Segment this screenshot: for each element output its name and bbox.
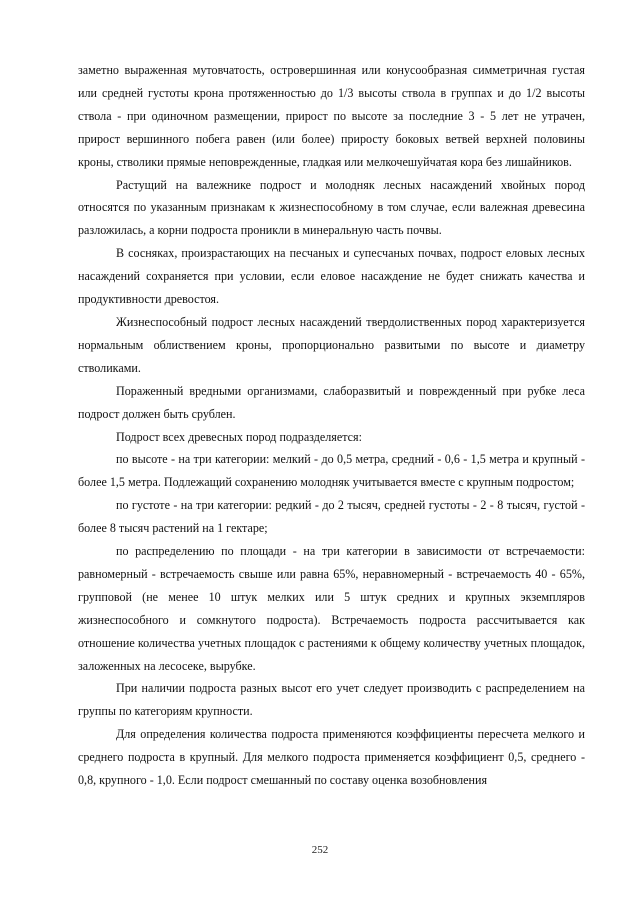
paragraph: Жизнеспособный подрост лесных насаждений твердолиственных пород характеризуется нормальным облиствением кроны, пропорционально развитыми по высоте и диаметру стволиками. [78, 314, 585, 375]
paragraph: Для определения количества подроста применяются коэффициенты пересчета мелкого и среднего подроста в крупный. Для мелкого подроста применяется коэффициент 0,5, среднего - 0,8, крупного - 1,0. Если подрост смешанный по составу оценка возобновления [78, 727, 585, 788]
paragraph: по густоте - на три категории: редкий - до 2 тысяч, средней густоты - 2 - 8 тысяч, густой - более 8 тысяч растений на 1 гектаре; [78, 498, 585, 536]
paragraph: по высоте - на три категории: мелкий - до 0,5 метра, средний - 0,6 - 1,5 метра и крупный - более 1,5 метра. Подлежащий сохранению молодняк учитывается вместе с крупным подростом; [78, 452, 585, 490]
document-body [78, 59, 585, 792]
paragraph: заметно выраженная мутовчатость, островершинная или конусообразная симметричная густая или средней густоты крона протяженностью до 1/3 высоты ствола в группах и до 1/2 высоты ствола - при одиночном размещении, прирост по высоте за последние 3 - 5 лет не утрачен, прирост вершинного побега равен (или более) приросту боковых ветвей верхней половины кроны, стволики прямые неповрежденные, гладкая или мелкочешуйчатая кора без лишайников. [78, 63, 585, 169]
page-number: 252 [311, 844, 329, 856]
paragraph: Растущий на валежнике подрост и молодняк лесных насаждений хвойных пород относятся по указанным признакам к жизнеспособному в том случае, если валежная древесина разложилась, а корни подроста проникли в минеральную часть почвы. [78, 177, 585, 238]
paragraph: Пораженный вредными организмами, слаборазвитый и поврежденный при рубке леса подрост должен быть срублен. [78, 383, 585, 421]
paragraph: Подрост всех древесных пород подразделяется: [116, 429, 362, 444]
paragraph: При наличии подроста разных высот его учет следует производить с распределением на группы по категориям крупности. [78, 681, 585, 719]
paragraph: по распределению по площади - на три категории в зависимости от встречаемости: равномерный - встречаемость свыше или равна 65%, неравномерный - встречаемость 40 - 65%, групповой (не менее 10 штук мелких или 5 штук средних и крупных экземпляров жизнеспособного и сомкнутого подроста). Встречаемость подроста рассчитывается как отношение количества учетных площадок с растениями к общему количеству учетных площадок, заложенных на лесосеке, вырубке. [78, 544, 585, 673]
paragraph: В сосняках, произрастающих на песчаных и супесчаных почвах, подрост еловых лесных насаждений сохраняется при условии, если еловое насаждение не будет снижать качества и продуктивности древостоя. [78, 246, 585, 307]
